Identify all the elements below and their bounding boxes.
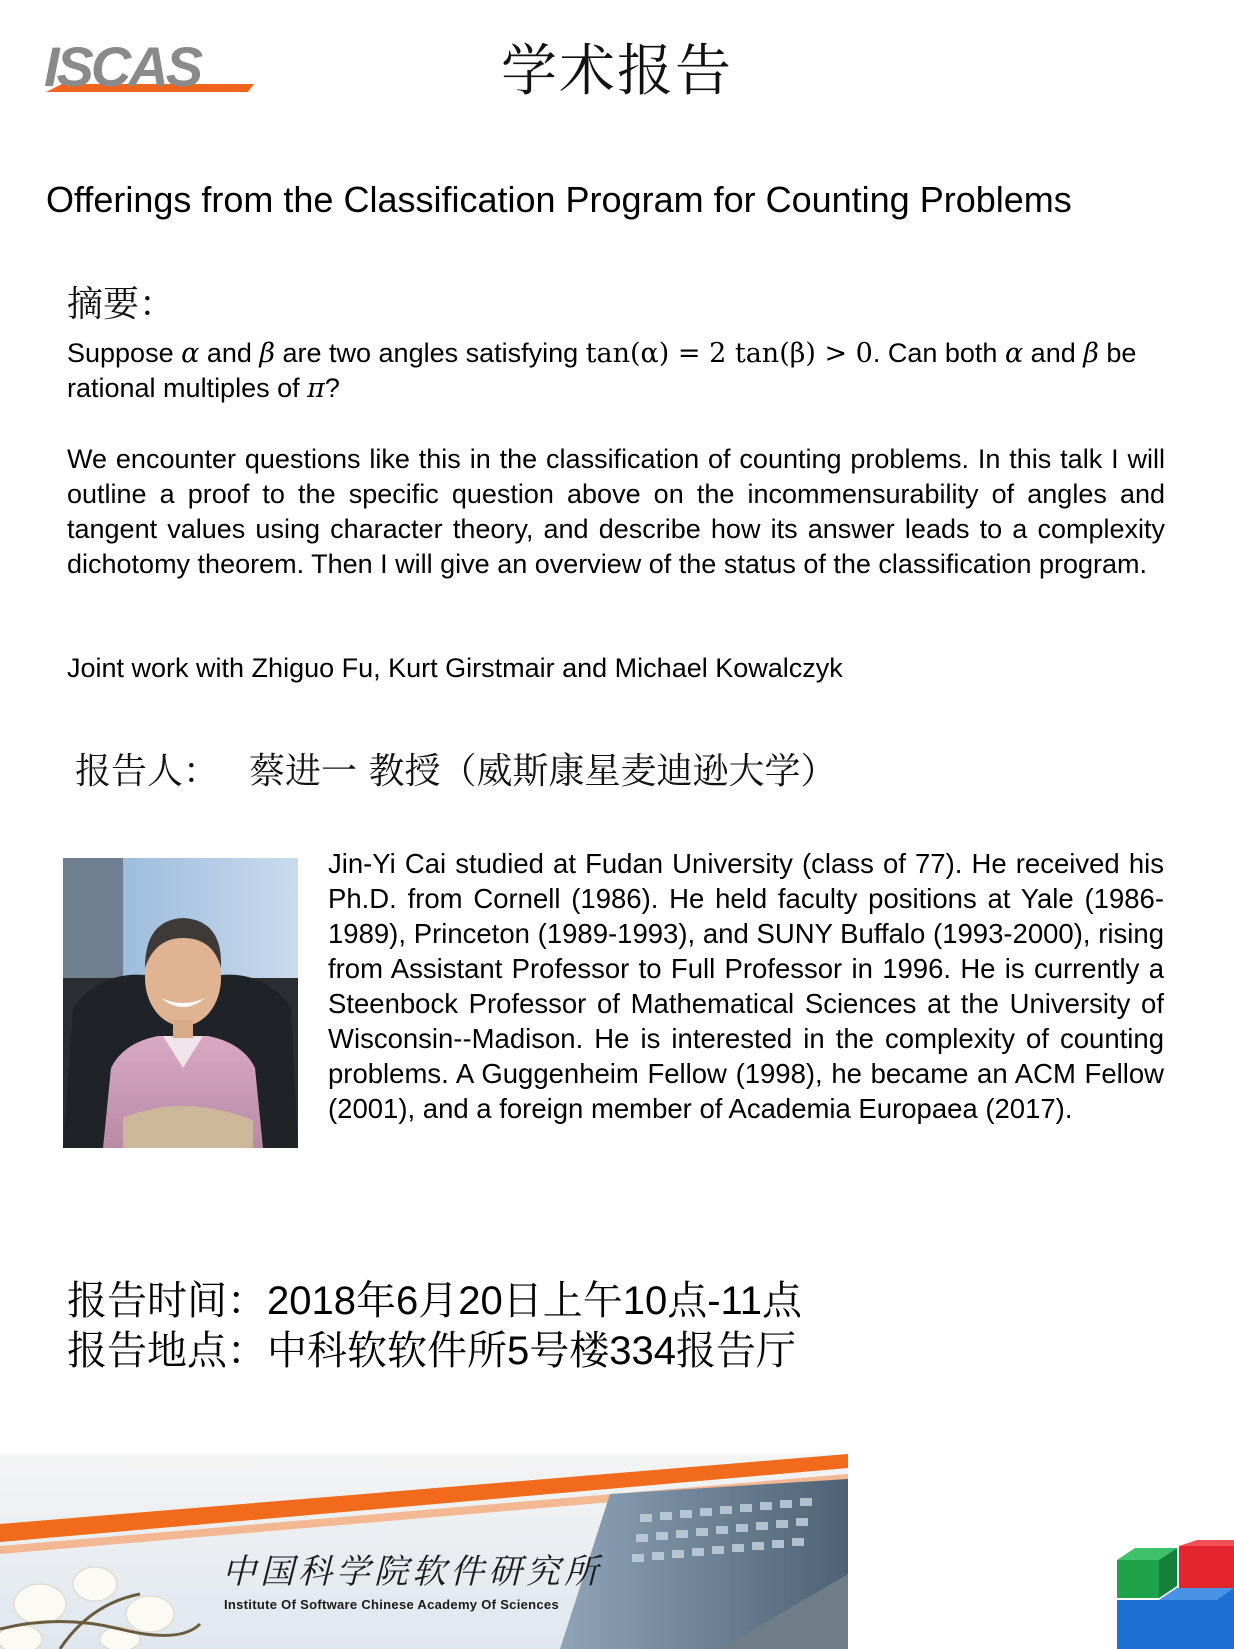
speaker-label: 报告人： bbox=[75, 751, 220, 792]
joint-work-line: Joint work with Zhiguo Fu, Kurt Girstmair and Michael Kowalczyk bbox=[67, 653, 843, 683]
alpha-symbol: α bbox=[181, 338, 200, 369]
page-title: 学术报告 bbox=[501, 39, 733, 104]
institute-name-cn: 中国科学院软件研究所 bbox=[222, 1552, 602, 1592]
cube-logo-icon bbox=[1117, 1540, 1234, 1649]
place-value: 中科软软件所5号楼334报告厅 bbox=[267, 1329, 796, 1373]
logo-text: ISCAS bbox=[44, 40, 201, 96]
time-value: 2018年6月20日上午10点-11点 bbox=[267, 1279, 803, 1323]
abstract-question: Suppose α and β are two angles satisfying tan(α) = 2 tan(β) > 0. Can both α and β be rational multiples of π? bbox=[67, 338, 1137, 404]
speaker-photo bbox=[63, 858, 298, 1148]
place-line bbox=[67, 1326, 796, 1376]
time-label: 报告时间： bbox=[67, 1278, 267, 1324]
place-label: 报告地点： bbox=[67, 1328, 267, 1374]
time-line bbox=[67, 1276, 802, 1326]
talk-title: Offerings from the Classification Program for Counting Problems bbox=[46, 179, 1072, 220]
tangent-equation: tan(α) = 2 tan(β) > 0 bbox=[585, 338, 873, 369]
institute-name-en: Institute Of Software Chinese Academy Of Sciences bbox=[224, 1597, 559, 1612]
pi-symbol: π bbox=[307, 373, 325, 404]
beta-symbol: β bbox=[259, 338, 275, 369]
abstract-label: 摘要： bbox=[67, 284, 176, 325]
speaker-name: 蔡进一 教授（威斯康星麦迪逊大学） bbox=[249, 751, 837, 792]
speaker-line bbox=[75, 750, 836, 794]
speaker-bio: Jin-Yi Cai studied at Fudan University (class of 77). He received his Ph.D. from Cornell (1986). He held faculty positions at Yale (1986-1989), Princeton (1989-1993), and SUNY Buffalo (1993-2000), rising from Assistant Professor to Full Professor in 1996. He is currently a Steenbock Professor of Mathematical Sciences at the University of Wisconsin--Madison. He is interested in the complexity of counting problems. A Guggenheim Fellow (1998), he became an ACM Fellow (2001), and a foreign member of Academia Europaea (2017). bbox=[328, 848, 1164, 1124]
abstract-paragraph: We encounter questions like this in the classification of counting problems. In this talk I will outline a proof to the specific question above on the incommensurability of angles and tangent values using character theory, and describe how its answer leads to a complexity dichotomy theorem. Then I will give an overview of the status of the classification program. bbox=[67, 444, 1165, 579]
